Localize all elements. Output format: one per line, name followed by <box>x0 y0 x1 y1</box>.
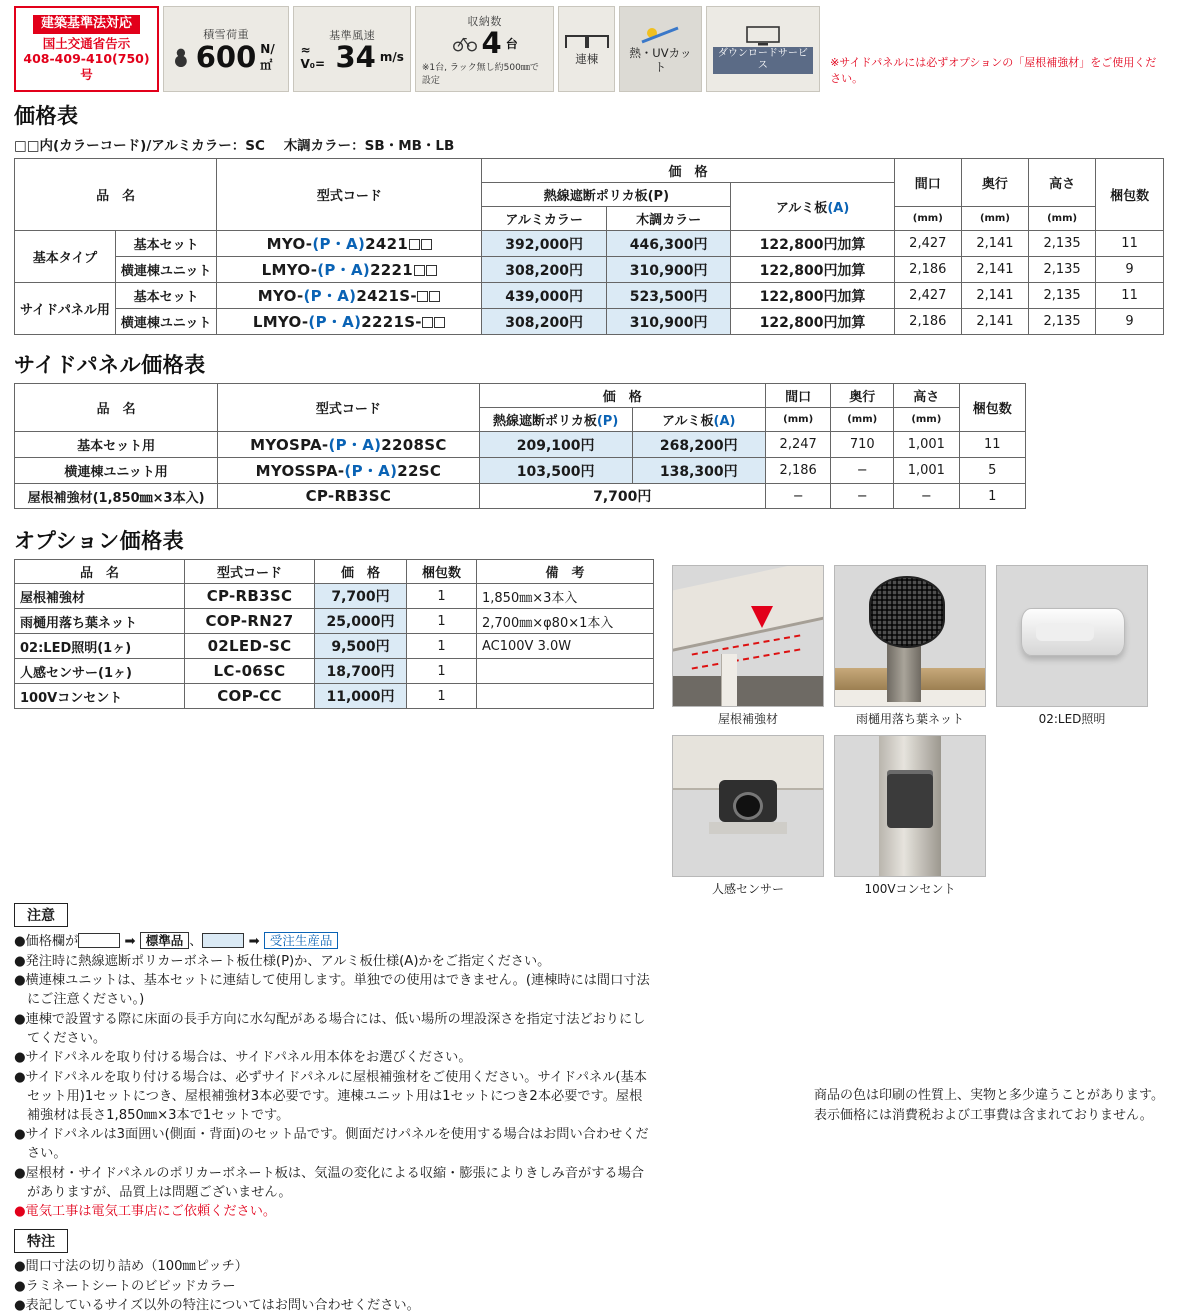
row-height: 2,135 <box>1029 231 1096 257</box>
row-price-alumi: 122,800円加算 <box>731 309 894 335</box>
th-width-mm: (mm) <box>894 207 961 231</box>
row-width: 2,427 <box>894 283 961 309</box>
th-depth-mm: (mm) <box>961 207 1028 231</box>
table-row <box>15 257 1164 283</box>
sp-row-depth: 710 <box>831 432 894 458</box>
code-pa: (P・A) <box>317 261 371 279</box>
row-code <box>217 283 482 309</box>
code-pa: (P・A) <box>303 287 357 305</box>
opt-row-name: 雨樋用落ち葉ネット <box>15 609 185 634</box>
badge-renmune-label: 連棟 <box>575 51 599 66</box>
legend-made-to-order: 受注生産品 <box>264 932 339 949</box>
price-table <box>14 158 1164 335</box>
sp-row-code <box>218 458 479 484</box>
th-sp-height: 高さ <box>894 384 960 408</box>
note-item: ●屋根材・サイドパネルのポリカーボネート板は、気温の変化による収縮・膨張によりきしみ音がする場合がありますが、品質上は問題ございません。 <box>14 1165 644 1200</box>
sp-row-width: 2,186 <box>765 458 831 484</box>
opt-row-code: CP-RB3SC <box>185 584 315 609</box>
footnote <box>814 1086 1164 1125</box>
table-row <box>15 659 654 684</box>
th-poly: 熱線遮断ポリカ板(P) <box>482 183 731 207</box>
row-price-alumi: 122,800円加算 <box>731 257 894 283</box>
th-poly-alumi-color: アルミカラー <box>482 207 607 231</box>
legend-blue-box <box>202 933 244 948</box>
sp-row-name: 屋根補強材(1,850㎜×3本入) <box>15 484 218 509</box>
row-code <box>217 231 482 257</box>
side-panel-table-title: サイドパネル価格表 <box>14 353 206 377</box>
sp-row-price-poly: 209,100円 <box>479 432 632 458</box>
opt-row-pack: 1 <box>407 609 477 634</box>
opt-row-price: 18,700円 <box>315 659 407 684</box>
sp-row-depth: − <box>831 484 894 509</box>
notes-tag: 注意 <box>14 903 68 927</box>
th-sp-width-mm: (mm) <box>765 408 831 432</box>
row-price-poly-alumi: 439,000円 <box>482 283 607 309</box>
th-sp-height-mm: (mm) <box>894 408 960 432</box>
legend-arrow-2: ➡ <box>248 934 260 949</box>
opt-row-price: 11,000円 <box>315 684 407 709</box>
table-row <box>15 609 654 634</box>
row-pack: 11 <box>1096 231 1164 257</box>
badge-law-line2: 国土交通省告示 <box>42 35 131 51</box>
sp-row-code <box>218 432 479 458</box>
opt-row-pack: 1 <box>407 659 477 684</box>
th-sp-depth-mm: (mm) <box>831 408 894 432</box>
th-sp-width: 間口 <box>765 384 831 408</box>
row-depth: 2,141 <box>961 231 1028 257</box>
badge-wind-prefix: ≈ V₀= <box>300 43 326 71</box>
badge-building-law <box>14 6 159 92</box>
special-item: ●表記しているサイズ以外の特注についてはお問い合わせください。 <box>14 1298 420 1314</box>
price-table-header-row-1 <box>15 159 1164 183</box>
badge-strip <box>0 0 1178 92</box>
photo-caption: 100Vコンセント <box>864 882 956 896</box>
table-row <box>15 684 654 709</box>
note-item: ●サイドパネルを取り付ける場合は、サイドパネル用本体をお選びください。 <box>14 1050 472 1066</box>
opt-row-price: 9,500円 <box>315 634 407 659</box>
table-row <box>15 309 1164 335</box>
row-depth: 2,141 <box>961 257 1028 283</box>
row-price-poly-alumi: 308,200円 <box>482 309 607 335</box>
th-sp-depth: 奥行 <box>831 384 894 408</box>
opt-row-code: 02LED-SC <box>185 634 315 659</box>
option-table <box>14 559 654 709</box>
footnote-line-1: 商品の色は印刷の性質上、実物と多少違うことがあります。 <box>814 1088 1164 1103</box>
badge-capacity-note: ※1台, ラック無し約500㎜で設定 <box>421 62 539 86</box>
table-row <box>15 634 654 659</box>
sp-row-pack: 1 <box>959 484 1025 509</box>
badge-capacity-value-row <box>452 25 518 60</box>
footnote-line-2: 表示価格には消費税および工事費は含まれておりません。 <box>814 1107 1153 1123</box>
badge-law-title: 建築基準法対応 <box>33 15 140 33</box>
option-table-title: オプション価格表 <box>14 529 185 553</box>
option-photos <box>672 565 1148 897</box>
row-group-basic: 基本タイプ <box>15 231 116 283</box>
badge-snow-unit: N/㎡ <box>260 41 275 72</box>
th-height: 高さ <box>1029 159 1096 207</box>
code-pre: LMYO- <box>261 261 318 279</box>
th-price: 価 格 <box>482 159 894 183</box>
row-price-alumi: 122,800円加算 <box>731 283 894 309</box>
price-subtitle-woodcolor: 木調カラー：SB・MB・LB <box>283 138 455 154</box>
code-pa: (P・A) <box>312 235 366 253</box>
badge-wind-value-row <box>300 39 404 74</box>
special-item: ●ラミネートシートのビビッドカラー <box>14 1278 236 1294</box>
photo-row-1 <box>672 565 1148 727</box>
sp-row-width: 2,247 <box>765 432 831 458</box>
note-item: ●連棟で設置する際に床面の長手方向に水勾配がある場合には、低い場所の埋設深さを指定寸法どおりにしてください。 <box>14 1011 646 1046</box>
photo-row-2 <box>672 735 1148 897</box>
photo-outlet <box>834 735 986 897</box>
opt-row-name: 人感センサー(1ヶ) <box>15 659 185 684</box>
table-row <box>15 484 1026 509</box>
badge-snow-value-row <box>170 39 282 74</box>
sp-row-price-poly: 103,500円 <box>479 458 632 484</box>
opt-header-row <box>15 560 654 584</box>
badge-download-service[interactable] <box>706 6 820 92</box>
sun-uv-icon <box>640 24 680 46</box>
opt-row-pack: 1 <box>407 684 477 709</box>
side-panel-note: ※サイドパネルには必ずオプションの「屋根補強材」をご使用ください。 <box>830 56 1157 85</box>
sp-row-code: CP-RB3SC <box>218 484 479 509</box>
note-item: ●サイドパネルを取り付ける場合は、必ずサイドパネルに屋根補強材をご使用ください。サイドパネル(基本セット用)1セットにつき、屋根補強材3本必要です。連棟ユニット用は1セットにつき2本必要です。屋根補強材は長さ1,850㎜×3本で1セットです。 <box>14 1070 647 1123</box>
code-pa: (P・A) <box>344 462 398 480</box>
sp-row-width: − <box>765 484 831 509</box>
row-pack: 9 <box>1096 257 1164 283</box>
badge-capacity-label: 収納数 <box>467 14 502 28</box>
badge-snow-load <box>163 6 289 92</box>
opt-row-remark: 2,700㎜×φ80×1本入 <box>477 609 654 634</box>
sp-row-price-alumi: 138,300円 <box>632 458 765 484</box>
row-height: 2,135 <box>1029 309 1096 335</box>
legend-white-box <box>78 933 120 948</box>
sp-row-name: 基本セット用 <box>15 432 218 458</box>
table-row <box>15 283 1164 309</box>
note-item: ●横連棟ユニットは、基本セットに連結して使用します。単独での使用はできません。(連棟時には間口寸法にご注意ください。) <box>14 973 650 1008</box>
row-price-alumi: 122,800円加算 <box>731 231 894 257</box>
badge-wind-speed <box>293 6 410 92</box>
opt-row-name: 02:LED照明(1ヶ) <box>15 634 185 659</box>
price-table-title: 価格表 <box>14 104 79 128</box>
photo-motion-sensor <box>672 735 824 897</box>
badge-snow-label: 積雪荷重 <box>203 27 250 41</box>
photo-gutter-leaf-net <box>834 565 986 727</box>
th-sp-code: 型式コード <box>218 384 479 432</box>
row-code <box>217 257 482 283</box>
badge-renmune <box>558 6 615 92</box>
table-row <box>15 584 654 609</box>
row-pack: 9 <box>1096 309 1164 335</box>
table-row <box>15 432 1026 458</box>
code-post: 2208SC <box>381 436 447 454</box>
code-pa: (P・A) <box>328 436 382 454</box>
photo-led-light <box>996 565 1148 727</box>
code-post: 2221 <box>370 261 414 279</box>
option-section <box>0 559 1178 897</box>
price-subtitle-colorcode: □□内(カラーコード)/アルミカラー：SC <box>14 138 265 154</box>
legend-pre: ●価格欄が <box>14 934 79 949</box>
badge-capacity-unit: 台 <box>505 36 518 51</box>
th-depth: 奥行 <box>961 159 1028 207</box>
row-sub: 横連棟ユニット <box>115 257 216 283</box>
sp-row-pack: 5 <box>959 458 1025 484</box>
legend-mid: 、 <box>189 934 203 949</box>
legend-arrow-1: ➡ <box>124 934 136 949</box>
opt-row-remark <box>477 659 654 684</box>
opt-row-name: 100Vコンセント <box>15 684 185 709</box>
legend-standard: 標準品 <box>140 932 190 949</box>
th-code: 型式コード <box>217 159 482 231</box>
th-sp-poly: 熱線遮断ポリカ板(P) <box>479 408 632 432</box>
special-tag: 特注 <box>14 1229 68 1253</box>
badge-uv-cut <box>619 6 702 92</box>
th-opt-remark: 備 考 <box>477 560 654 584</box>
th-sp-price: 価 格 <box>479 384 765 408</box>
code-pa: (P・A) <box>308 313 362 331</box>
note-electrical-work: ●電気工事は電気工事店にご依頼ください。 <box>14 1204 277 1220</box>
th-opt-pack: 梱包数 <box>407 560 477 584</box>
opt-row-price: 7,700円 <box>315 584 407 609</box>
th-sp-alumi: アルミ板(A) <box>632 408 765 432</box>
sp-row-price-alumi: 268,200円 <box>632 432 765 458</box>
badge-capacity-value: 4 <box>481 25 502 60</box>
photo-caption: 屋根補強材 <box>717 712 778 726</box>
sp-row-pack: 11 <box>959 432 1025 458</box>
opt-row-code: COP-RN27 <box>185 609 315 634</box>
opt-row-code: LC-06SC <box>185 659 315 684</box>
badge-wind-unit: m/s <box>379 50 404 64</box>
row-sub: 横連棟ユニット <box>115 309 216 335</box>
photo-caption: 人感センサー <box>711 882 784 896</box>
row-depth: 2,141 <box>961 283 1028 309</box>
note-item: ●サイドパネルは3面囲い(側面・背面)のセット品です。側面だけパネルを使用する場合はお問い合わせください。 <box>14 1127 649 1162</box>
sp-row-price-span: 7,700円 <box>479 484 765 509</box>
badge-capacity <box>415 6 555 92</box>
th-width: 間口 <box>894 159 961 207</box>
opt-row-remark: 1,850㎜×3本入 <box>477 584 654 609</box>
note-item: ●発注時に熱線遮断ポリカーボネート板仕様(P)か、アルミ板仕様(A)かをご指定ください。 <box>14 953 551 969</box>
monitor-download-icon <box>743 25 783 47</box>
row-price-poly-wood: 446,300円 <box>606 231 731 257</box>
row-width: 2,186 <box>894 257 961 283</box>
sp-row-name: 横連棟ユニット用 <box>15 458 218 484</box>
photo-outlet-image <box>834 735 986 877</box>
th-opt-code: 型式コード <box>185 560 315 584</box>
code-pre: LMYO- <box>252 313 309 331</box>
th-pack: 梱包数 <box>1096 159 1164 231</box>
photo-gutter-leaf-net-image <box>834 565 986 707</box>
row-width: 2,186 <box>894 309 961 335</box>
opt-row-code: COP-CC <box>185 684 315 709</box>
badge-snow-value: 600 <box>195 39 257 74</box>
opt-row-name: 屋根補強材 <box>15 584 185 609</box>
badge-wind-label: 基準風速 <box>329 28 376 42</box>
row-depth: 2,141 <box>961 309 1028 335</box>
multi-span-icon <box>564 32 610 52</box>
row-price-poly-wood: 523,500円 <box>606 283 731 309</box>
badge-download-label: ダウンロードサービス <box>713 47 813 74</box>
snowman-icon <box>170 44 192 70</box>
code-pre: MYO- <box>257 287 304 305</box>
th-opt-name: 品 名 <box>15 560 185 584</box>
row-height: 2,135 <box>1029 283 1096 309</box>
sp-row-height: 1,001 <box>894 432 960 458</box>
badge-wind-value: 34 <box>335 39 376 74</box>
badge-uv-label: 熱・UVカット <box>629 45 692 74</box>
photo-roof-reinforcement-image <box>672 565 824 707</box>
table-row <box>15 231 1164 257</box>
row-price-poly-wood: 310,900円 <box>606 257 731 283</box>
photo-roof-reinforcement <box>672 565 824 727</box>
opt-row-remark <box>477 684 654 709</box>
side-panel-table <box>14 383 1026 509</box>
notes-section <box>14 897 654 1316</box>
code-post: 22SC <box>397 462 442 480</box>
row-group-sidepanel: サイドパネル用 <box>15 283 116 335</box>
table-row <box>15 458 1026 484</box>
photo-led-light-image <box>996 565 1148 707</box>
row-sub: 基本セット <box>115 283 216 309</box>
row-height: 2,135 <box>1029 257 1096 283</box>
sp-header-row-1 <box>15 384 1026 408</box>
bicycle-icon <box>452 30 478 56</box>
th-opt-price: 価 格 <box>315 560 407 584</box>
code-post: 2421S- <box>356 287 417 305</box>
th-alumi: アルミ板(A) <box>731 183 894 231</box>
row-pack: 11 <box>1096 283 1164 309</box>
row-price-poly-alumi: 392,000円 <box>482 231 607 257</box>
th-name: 品 名 <box>15 159 217 231</box>
sp-row-height: − <box>894 484 960 509</box>
row-width: 2,427 <box>894 231 961 257</box>
row-price-poly-wood: 310,900円 <box>606 309 731 335</box>
code-pre: MYOSPA- <box>250 436 329 454</box>
photo-caption: 02:LED照明 <box>1038 712 1106 726</box>
special-item: ●間口寸法の切り詰め（100㎜ピッチ） <box>14 1259 248 1275</box>
photo-caption: 雨樋用落ち葉ネット <box>855 712 964 726</box>
opt-row-pack: 1 <box>407 584 477 609</box>
row-sub: 基本セット <box>115 231 216 257</box>
sp-row-height: 1,001 <box>894 458 960 484</box>
code-post: 2221S- <box>361 313 422 331</box>
note-price-legend <box>14 932 654 952</box>
opt-row-remark: AC100V 3.0W <box>477 634 654 659</box>
badge-law-line3: 408-409-410(750)号 <box>23 51 150 82</box>
th-poly-wood-color: 木調カラー <box>606 207 731 231</box>
row-code <box>217 309 482 335</box>
photo-motion-sensor-image <box>672 735 824 877</box>
code-pre: MYOSSPA- <box>255 462 345 480</box>
code-post: 2421 <box>365 235 409 253</box>
th-height-mm: (mm) <box>1029 207 1096 231</box>
sp-row-depth: − <box>831 458 894 484</box>
row-price-poly-alumi: 308,200円 <box>482 257 607 283</box>
th-sp-pack: 梱包数 <box>959 384 1025 432</box>
opt-row-pack: 1 <box>407 634 477 659</box>
code-pre: MYO- <box>266 235 313 253</box>
opt-row-price: 25,000円 <box>315 609 407 634</box>
price-table-subtitle <box>14 134 1178 154</box>
th-sp-name: 品 名 <box>15 384 218 432</box>
